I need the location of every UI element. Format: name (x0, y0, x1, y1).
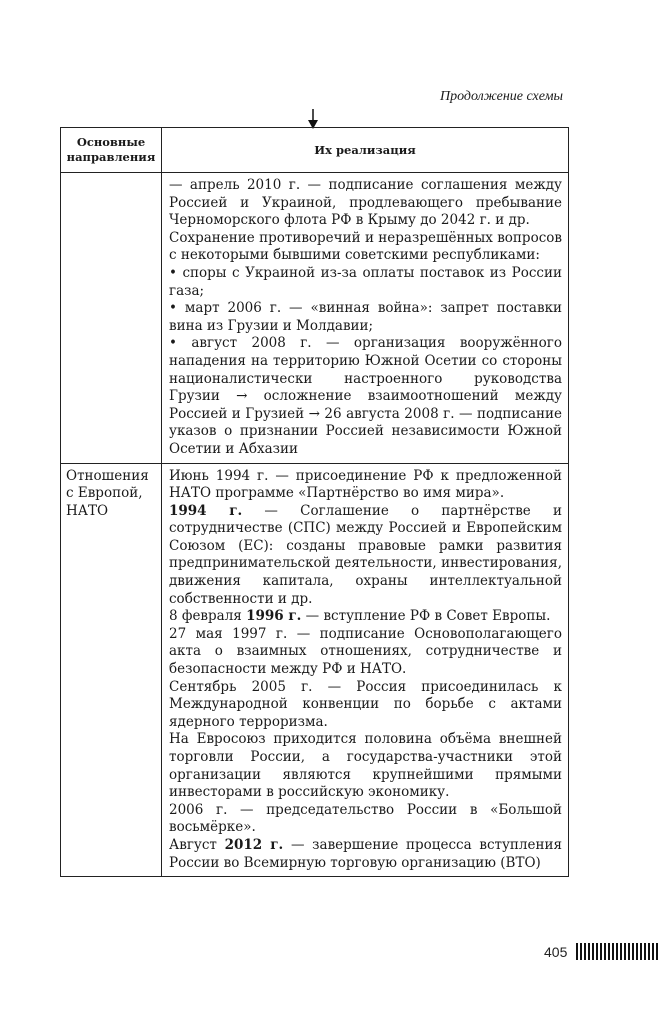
paragraph: Сохранение противоречий и неразрешённых вопросов с некоторыми бывшими советскими республиками: (169, 229, 562, 264)
table-row (61, 173, 569, 464)
direction-cell: Отношения с Европой, НАТО (61, 463, 162, 877)
bullet-item: • март 2006 г. — «винная война»: запрет поставки вина из Грузии и Молдавии; (169, 300, 562, 334)
column-header-implementation: Их реализация (162, 128, 569, 173)
down-arrow-icon (306, 109, 320, 129)
bullet-item: • август 2008 г. — организация вооружённого нападения на территорию Южной Осетии со стороны националистически настроенного руководства Грузии → осложнение взаимоотношений между Россией и Грузией → 26 августа 2008 г. — подписание указов о признании Россией независимости Южной Осетии и Абхазии (169, 335, 562, 457)
paragraph: Август 2012 г. — завершение процесса вступления России во Всемирную торговую организацию (ВТО) (169, 836, 562, 871)
implementation-cell (162, 463, 569, 877)
direction-cell (61, 173, 162, 464)
paragraph: На Евросоюз приходится половина объёма внешней торговли России, а государства-участники этой организации являются крупнейшими прямыми инвесторами в российскую экономику. (169, 731, 562, 801)
column-header-directions: Основные направления (61, 128, 162, 173)
paragraph: 1994 г. — Соглашение о партнёрстве и сотрудничестве (СПС) между Россией и Европейским Союзом (ЕС): созданы правовые рамки развития предпринимательской деятельности, инвестирования, движения капитала, охраны интеллектуальной собственности и др. (169, 502, 563, 607)
page-edge-marker (576, 943, 660, 960)
paragraph: — апрель 2010 г. — подписание соглашения между Россией и Украиной, продлевающего пребывание Черноморского флота РФ в Крыму до 2042 г. и др. (169, 177, 562, 229)
paragraph: 27 мая 1997 г. — подписание Основополагающего акта о взаимных отношениях, сотрудничестве и безопасности между РФ и НАТО. (169, 625, 562, 678)
paragraph: Сентябрь 2005 г. — Россия присоединилась к Международной конвенции по борьбе с актами ядерного терроризма. (169, 678, 562, 730)
page-number: 405 (544, 944, 568, 960)
implementation-cell (162, 173, 569, 464)
paragraph: Июнь 1994 г. — присоединение РФ к предложенной НАТО программе «Партнёрство во имя мира». (169, 467, 562, 502)
bullet-item: • споры с Украиной из-за оплаты поставок из России газа; (169, 264, 562, 299)
scheme-table (60, 127, 569, 877)
paragraph: 8 февраля 1996 г. — вступление РФ в Совет Европы. (169, 608, 551, 625)
table-row (61, 463, 569, 877)
paragraph: 2006 г. — председательство России в «Большой восьмёрке». (169, 801, 562, 836)
table-header-row (61, 128, 569, 173)
continuation-label: Продолжение схемы (440, 89, 563, 104)
